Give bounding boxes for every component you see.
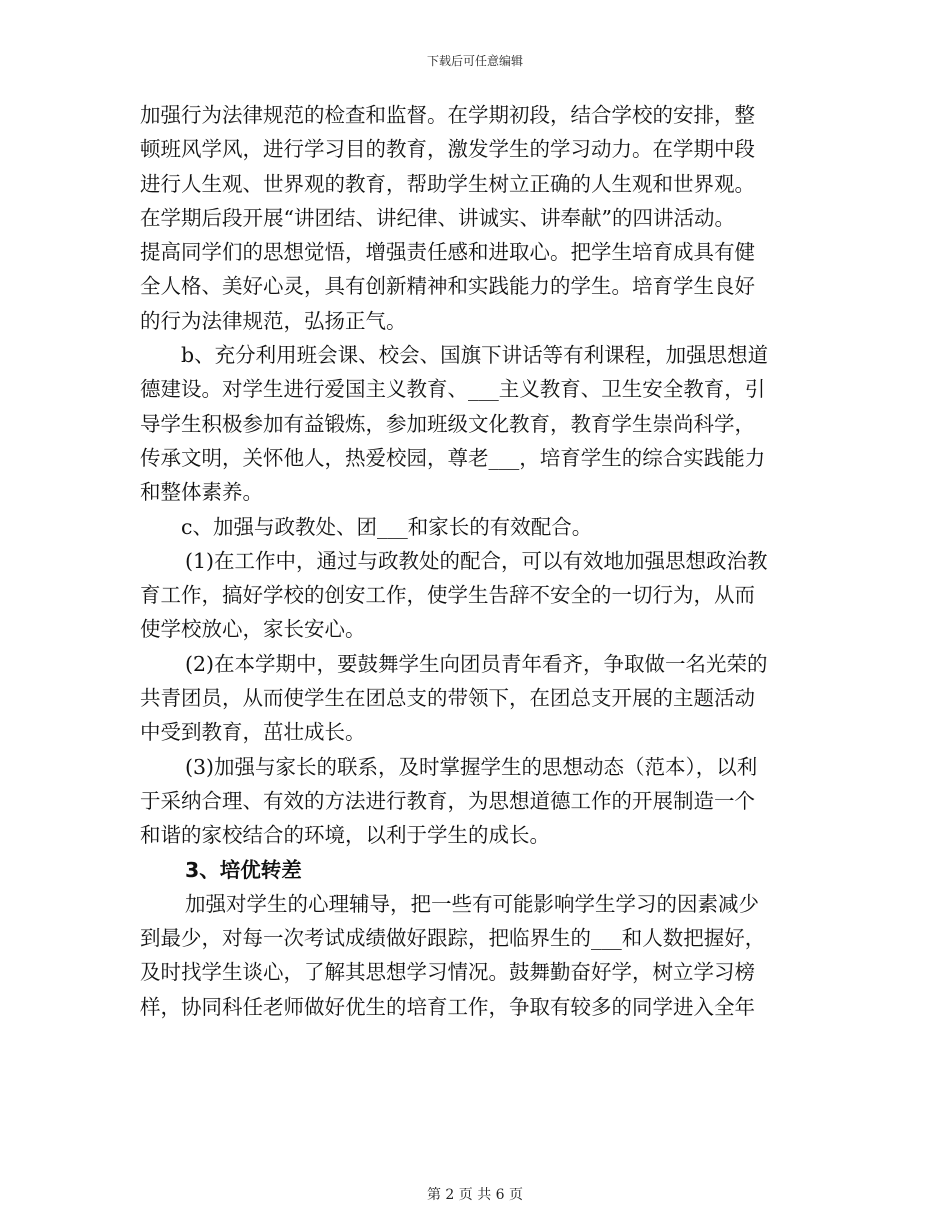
text-line: (3)加强与家长的联系，及时掌握学生的思想动态（范本），以利 [185,754,758,779]
text-line: c、加强与政教处、团___和家长的有效配合。 [181,514,593,539]
paragraph-item-1 [140,544,805,647]
paragraph-item-3 [140,750,805,853]
text-line: 育工作，搞好学校的创安工作，使学生告辞不安全的一切行为，从而 [140,583,755,608]
text-line: 加强对学生的心理辅导，把一些有可能影响学生学习的因素减少 [185,891,759,916]
text-line: 和整体素养。 [140,480,263,505]
text-line: (1)在工作中，通过与政教处的配合，可以有效地加强思想政治教 [185,548,768,573]
paragraph-c [140,510,805,544]
text-line: 共青团员，从而使学生在团总支的带领下，在团总支开展的主题活动 [140,686,755,711]
text-line: 导学生积极参加有益锻炼，参加班级文化教育，教育学生崇尚科学， [140,411,755,436]
text-line: 在学期后段开展“讲团结、讲纪律、讲诚实、讲奉献”的四讲活动。 [140,205,735,230]
text-line: 到最少，对每一次考试成绩做好跟踪，把临界生的___和人数把握好， [140,926,766,951]
text-line: 提高同学们的思想觉悟，增强责任感和进取心。把学生培育成具有健 [140,240,755,265]
text-line: 进行人生观、世界观的教育，帮助学生树立正确的人生观和世界观。 [140,171,755,196]
text-line: 及时找学生谈心，了解其思想学习情况。鼓舞勤奋好学，树立学习榜 [140,960,755,985]
page-header: 下载后可任意编辑 [426,54,523,68]
text-line: 全人格、美好心灵，具有创新精神和实践能力的学生。培育学生良好 [140,274,755,299]
paragraph-item-2 [140,647,805,750]
text-line: 使学校放心，家长安心。 [140,617,366,642]
text-line: 传承文明，关怀他人，热爱校园，尊老___，培育学生的综合实践能力 [140,445,766,470]
text-line: 和谐的家校结合的环境，以利于学生的成长。 [140,823,550,848]
text-line: b、充分利用班会课、校会、国旗下讲话等有利课程，加强思想道 [181,343,769,368]
text-line: (2)在本学期中，要鼓舞学生向团员青年看齐，争取做一名光荣的 [185,651,768,676]
text-line: 中受到教育，茁壮成长。 [140,720,366,745]
text-line: 于采纳合理、有效的方法进行教育，为思想道德工作的开展制造一个 [140,788,755,813]
text-line: 的行为法律规范，弘扬正气。 [140,308,407,333]
text-line: 样，协同科任老师做好优生的培育工作，争取有较多的同学进入全年 [140,994,755,1019]
paragraph-b [140,338,805,509]
paragraph-1 [140,98,805,338]
text-line: 德建设。对学生进行爱国主义教育、___主义教育、卫生安全教育，引 [140,377,766,402]
text-line: 加强行为法律规范的检查和监督。在学期初段，结合学校的安排，整 [140,103,755,127]
page-footer: 第 2 页 共 6 页 [426,1187,524,1203]
section-heading: 3、培优转差 [185,857,302,882]
document-body [140,98,805,1024]
text-line: 顿班风学风，进行学习目的教育，激发学生的学习动力。在学期中段 [140,137,755,162]
paragraph-7 [140,887,805,1024]
